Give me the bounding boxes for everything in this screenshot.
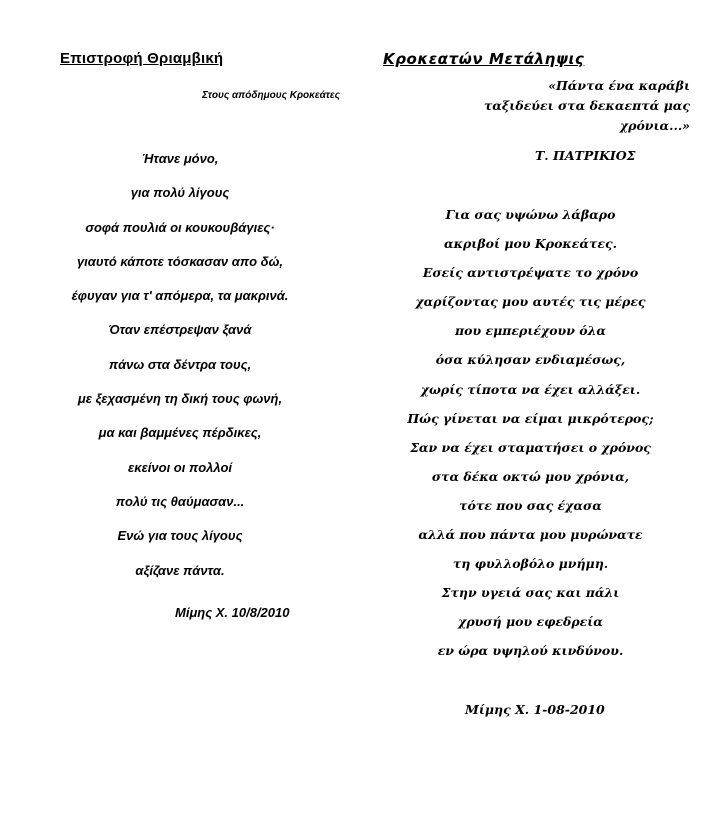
poem-line: Ενώ για τους λίγους <box>117 528 243 544</box>
left-poem-dedication: Στους απόδημους Κροκεάτες <box>202 90 340 101</box>
poem-line: Εσείς αντιστρέψατε το χρόνο <box>422 265 639 281</box>
poem-line: που εμπεριέχουν όλα <box>455 323 606 339</box>
poem-line: σοφά πουλιά οι κουκουβάγιες· <box>85 219 275 235</box>
poem-line: Για σας υψώνω λάβαρο <box>445 207 616 222</box>
epigraph <box>420 76 690 136</box>
poem-line: χρυσή μου εφεδρεία <box>458 614 603 630</box>
right-poem-body <box>360 200 701 666</box>
right-poem-title: Κροκεατών Μετάληψις <box>383 50 585 68</box>
poem-line: μα και βαμμένες πέρδικες, <box>98 425 262 441</box>
poem-line: πολύ τις θαύμασαν... <box>115 493 245 509</box>
poem-line: όσα κύλησαν ενδιαμέσως, <box>435 352 626 368</box>
right-poem <box>360 0 701 840</box>
left-poem-title: Επιστροφή Θριαμβική <box>60 50 224 67</box>
left-poem-signature: Μίμης Χ. 10/8/2010 <box>175 605 290 620</box>
poem-line: Πώς γίνεται να είμαι μικρότερος; <box>407 410 654 426</box>
poem-line: αλλά που πάντα μου μυρώνατε <box>418 527 643 543</box>
left-poem-body <box>0 142 360 588</box>
poem-line: χωρίς τίποτα να έχει αλλάξει. <box>420 381 641 397</box>
poem-line: αξίζανε πάντα. <box>135 562 225 578</box>
epigraph-line: «Πάντα ένα καράβι <box>548 78 690 93</box>
poem-line: εκείνοι οι πολλοί <box>128 459 232 475</box>
right-poem-signature: Μίμης Χ. 1-08-2010 <box>465 702 605 717</box>
epigraph-line: ταξιδεύει στα δεκαεπτά μας <box>483 98 690 113</box>
poem-line: εν ώρα υψηλού κινδύνου. <box>437 643 624 659</box>
poem-line: γιαυτό κάποτε τόσκασαν απο δώ, <box>76 253 284 269</box>
poem-line: Όταν επέστρεψαν ξανά <box>108 322 252 338</box>
poem-line: στα δέκα οκτώ μου χρόνια, <box>431 468 630 484</box>
poem-line: έφυγαν για τ' απόμερα, τα μακρινά. <box>71 288 289 304</box>
poem-line: χαρίζοντας μου αυτές τις μέρες <box>415 294 646 310</box>
poem-line: τότε που σας έχασα <box>459 497 602 513</box>
poem-line: ακριβοί μου Κροκεάτες. <box>444 236 617 252</box>
poem-line: με ξεχασμένη τη δική τους φωνή, <box>77 391 283 407</box>
epigraph-line: χρόνια...» <box>619 118 690 133</box>
poem-line: για πολύ λίγους <box>130 185 230 201</box>
epigraph-author: Τ. ΠΑΤΡΙΚΙΟΣ <box>535 148 636 163</box>
poem-line: Ήτανε μόνο, <box>141 151 219 166</box>
poem-line: Σαν να έχει σταματήσει ο χρόνος <box>410 439 651 455</box>
poem-line: τη φυλλοβόλο μνήμη. <box>452 556 609 572</box>
poem-line: πάνω στα δέντρα τους, <box>108 356 252 372</box>
poem-line: Στην υγειά σας και πάλι <box>441 585 620 601</box>
